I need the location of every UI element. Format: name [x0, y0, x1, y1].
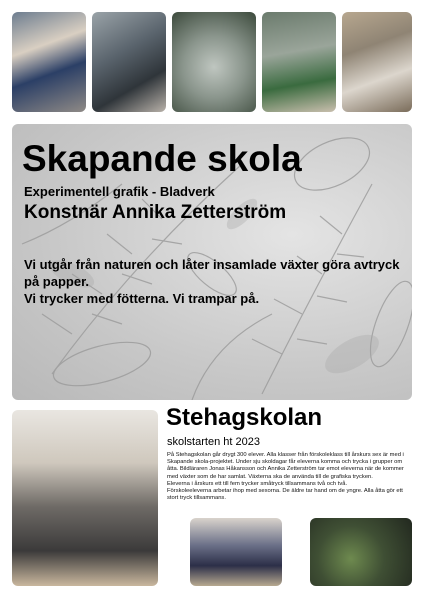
page-title: Skapande skola [22, 138, 302, 179]
banner-line-nature: Vi utgår från naturen och låter insamlade växter göra avtryck på papper. [24, 257, 400, 289]
school-heading: Stehagskolan [166, 404, 323, 431]
photo-children-working [262, 12, 336, 112]
photo-plant-collage [342, 12, 412, 112]
description-paragraph: Eleverna i årskurs ett till fem trycker småtryck tillsammans två och två. [167, 480, 348, 487]
banner-line-feet: Vi trycker med fötterna. Vi trampar på. [24, 291, 260, 306]
photo-table-overhead [172, 12, 256, 112]
leaf-print-banner [12, 124, 412, 400]
description-paragraph: Förskoleeleverna arbetar ihop med sexorna. De äldre tar hand om de yngre. Alla åtta gör ett stort tryck tillsammans. [167, 488, 403, 502]
banner-description [24, 256, 409, 307]
photo-hand-prints [92, 12, 166, 112]
school-description [167, 452, 413, 502]
project-subtitle: Experimentell grafik - Bladverk [24, 184, 215, 199]
photo-feet-trampling [190, 518, 282, 586]
photo-print-held-up [12, 410, 158, 586]
artist-name: Konstnär Annika Zetterström [24, 202, 287, 223]
school-start-date: skolstarten ht 2023 [167, 436, 260, 448]
description-paragraph: På Stehagskolan går drygt 300 elever. Alla klasser från förskoleklass till årskurs sex är med i Skapande skola-projektet. Under sju skoldagar får eleverna komma och trycka i grupper om åtta. Bildläraren Jonas Håkansson och Annika Zetterström tar emot eleverna när de kommer med växter som de har samlat. Växterna ska de använda till de grafiska trycken. [167, 452, 404, 480]
photo-leaves-on-print [310, 518, 412, 586]
photo-printing-workshop [12, 12, 86, 112]
